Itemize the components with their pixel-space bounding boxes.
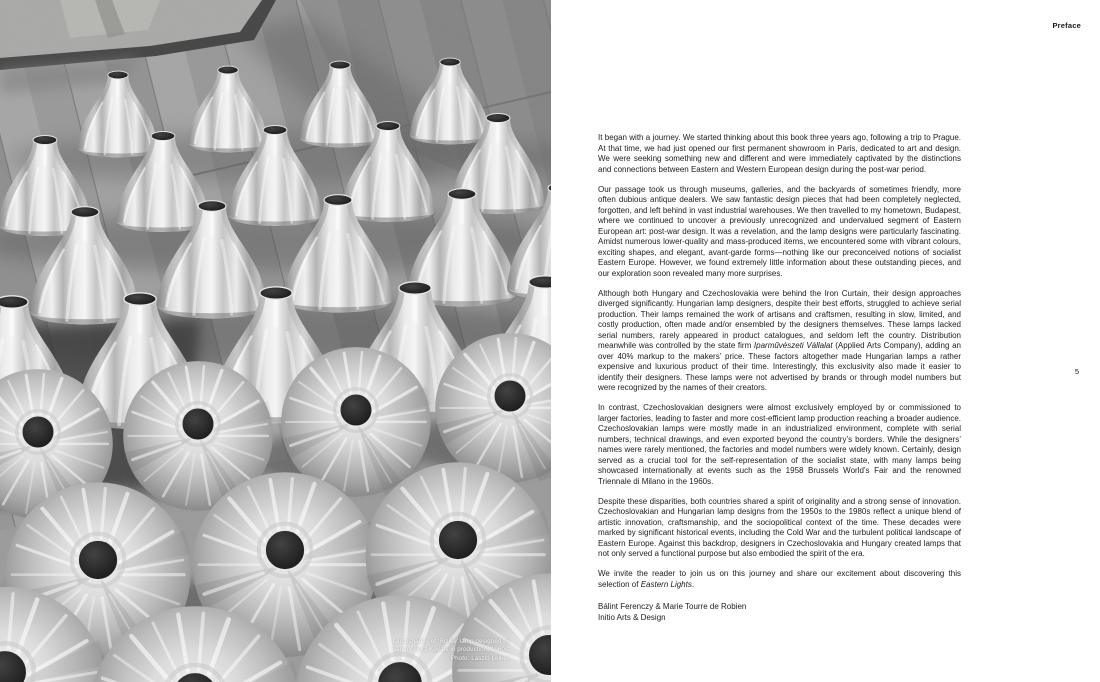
preface-paragraph: Despite these disparities, both countries shared a spirit of originality and a strong sense of innovation. Czechoslovakian and Hungarian lamp designs from the 1950s to the 1980s reflect a unique blend of artistic innovation, craftsmanship, and the sociopolitical context of the time. These decades were marked by significant historical events, including the Cold War and the turbulent political landscape of Eastern Europe. Against this backdrop, designers in Czechoslovakia and Hungary created lamps that not only served a functional purpose but also embodied the spirit of the era.	[598, 496, 961, 558]
signature-studio: Initio Arts & Design	[598, 612, 666, 622]
preface-paragraph: It began with a journey. We started thinking about this book three years ago, following a trip to Prague. At that time, we had just opened our first permanent showroom in Paris, dedicated to art and design. We were seeking something new and different and were immediately captivated by the distinctions and connections between Eastern and Western European design during the post-war period.	[598, 133, 961, 174]
caption-line: Lampshades of ‘Rizike’ lamp designed by	[392, 638, 510, 646]
preface-body	[598, 133, 961, 600]
photo-caption	[0, 638, 510, 663]
caption-line: Photo: László Lelkes	[450, 654, 510, 662]
signature-block	[598, 602, 746, 623]
running-head: Preface	[1052, 21, 1081, 30]
preface-paragraph: We invite the reader to join us on this journey and share our excitement about discovering this selection of Eastern Lights.	[598, 569, 961, 589]
caption-line: Sándor Borz Kováts in production, 1960s.	[391, 646, 510, 654]
preface-paragraph: Our passage took us through museums, galleries, and the backyards of sometimes friendly, more often dubious antique dealers. We saw fantastic design pieces that had been completely neglected, forgotten, and left behind in vast industrial warehouses. We then travelled to my hometown, Budapest, where we continued to uncover a previously unrecognized and undervalued segment of Eastern European art: post-war design. It was a revelation, and the lamp designs were particularly fascinating. Amidst numerous lower-quality and mass-produced items, we encountered some with vibrant colours, exciting shapes, and elegant, avant-garde forms—nothing like our preconceived notions of socialist Eastern Europe. However, we found extremely little information about these outstanding pieces, and our exploration soon revealed many more surprises.	[598, 184, 961, 278]
preface-paragraph: Although both Hungary and Czechoslovakia were behind the Iron Curtain, their design approaches diverged significantly. Hungarian lamp designers, despite their best efforts, struggled to achieve serial production. Their lamps remained the work of artisans and craftsmen, resulting in slow, limited, and costly production, often made and/or ensembled by the designers themselves. These lamps lacked serial numbers, rarely appeared in product catalogues, and seldom left the country. Distribution meanwhile was controlled by the state firm Iparművészeti Vállalat (Applied Arts Company), adding an over 40% markup to the makers’ price. These factors altogether made Hungarian lamps a rather expensive and luxurious product of their time. Interestingly, this exclusivity also made it easier to identify their designers. These lamps were not advertised by brands or through model numbers but were recognized by the names of their creators.	[598, 288, 961, 392]
signature-names: Bálint Ferenczy & Marie Tourre de Robien	[598, 602, 747, 611]
preface-page	[551, 0, 1100, 682]
preface-paragraph: In contrast, Czechoslovakian designers were almost exclusively employed by or commissioned to larger factories, leading to faster and more cost-efficient lamp production reaching a broader audience. Czechoslovakian lamps were mostly made in an industrialized environment, complete with serial numbers, technical drawings, and even exported beyond the country’s borders. While the designers’ names were rarely mentioned, the factories and model numbers were widely known. Certainly, design served as a crucial tool for the self-representation of the socialist state, with many lamps being showcased internationally at events such as the 1958 Brussels World’s Fair and the renowned Triennale di Milano in the 1960s.	[598, 403, 961, 486]
page-number: 5	[1074, 367, 1079, 376]
